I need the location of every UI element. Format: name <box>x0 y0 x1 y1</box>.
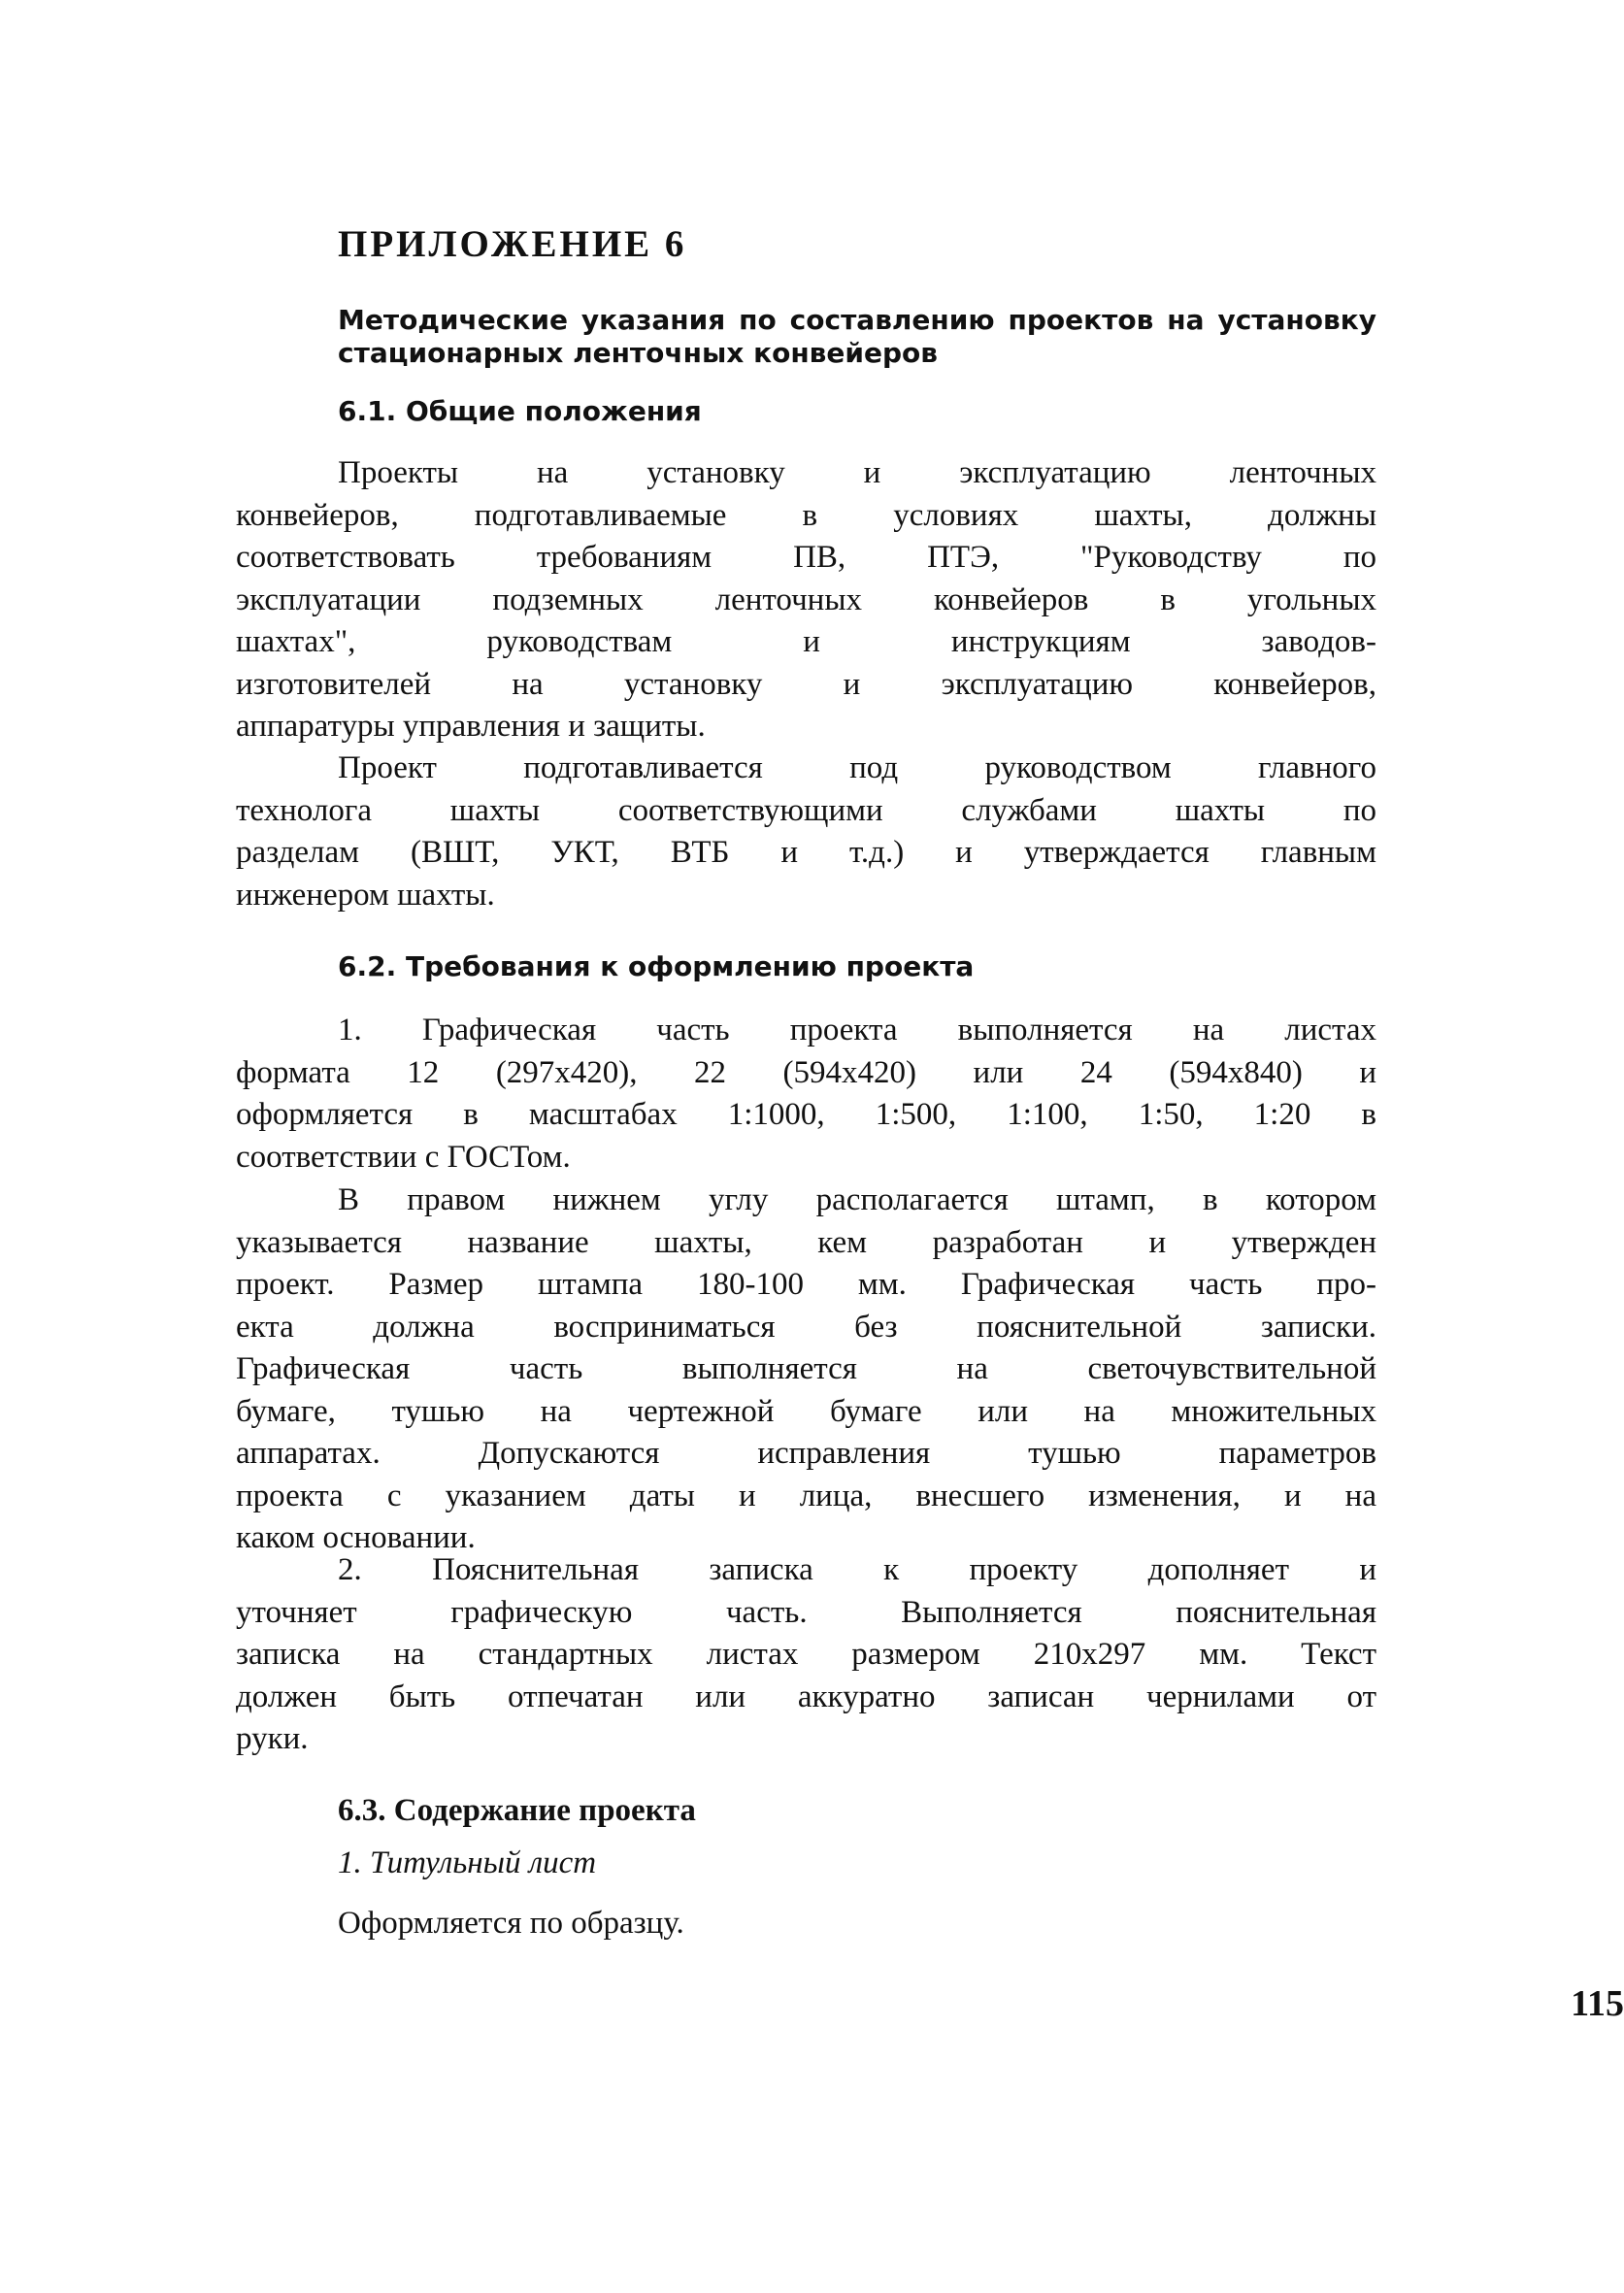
text-line: оформляется в масштабах 1:1000, 1:500, 1:100, 1:50, 1:20 в <box>236 1097 1376 1132</box>
text-line: каком основании. <box>236 1520 476 1555</box>
document-subtitle: Методические указания по составлению проектов на установку стационарных ленточных конвейеров <box>338 304 1376 369</box>
text-line: уточняет графическую часть. Выполняется пояснительная <box>236 1594 1376 1630</box>
section-2-title: 6.2. Требования к оформлению проекта <box>338 950 975 982</box>
text-line: шахтах", руководствам и инструкциям заводов- <box>236 624 1376 659</box>
text-line: бумаге, тушью на чертежной бумаге или на множительных <box>236 1393 1376 1429</box>
text-line: екта должна восприниматься без пояснительной записки. <box>236 1309 1376 1345</box>
text-line: соответствии с ГОСТом. <box>236 1139 571 1175</box>
text-line: разделам (ВШТ, УКТ, ВТБ и т.д.) и утверждается главным <box>236 835 1376 870</box>
text-line: аппаратуры управления и защиты. <box>236 709 706 744</box>
text-line: эксплуатации подземных ленточных конвейеров в угольных <box>236 582 1376 617</box>
section-2-paragraph-3 <box>236 1549 1376 1761</box>
text-line: соответствовать требованиям ПВ, ПТЭ, "Руководству по <box>236 540 1376 575</box>
section-1-paragraph-1 <box>236 452 1376 748</box>
section-1-paragraph-2 <box>236 748 1376 916</box>
text-line: конвейеров, подготавливаемые в условиях шахты, должны <box>236 497 1376 533</box>
section-1-title: 6.1. Общие положения <box>338 395 702 427</box>
text-line: указывается название шахты, кем разработан и утвержден <box>236 1224 1376 1260</box>
text-line: руки. <box>236 1721 309 1756</box>
page-number: 115 <box>1571 1983 1624 2024</box>
text-line: формата 12 (297х420), 22 (594х420) или 24 (594х840) и <box>236 1054 1376 1090</box>
section-2-paragraph-2 <box>236 1180 1376 1560</box>
title-sheet-text: Оформляется по образцу. <box>338 1906 684 1941</box>
text-line: должен быть отпечатан или аккуратно записан чернилами от <box>236 1678 1376 1714</box>
title-sheet-heading: 1. Титульный лист <box>338 1845 597 1880</box>
section-3-title: 6.3. Содержание проекта <box>338 1793 696 1828</box>
text-line: Графическая часть выполняется на светочувствительной <box>236 1351 1376 1386</box>
text-line: Проект подготавливается под руководством главного <box>338 750 1376 785</box>
text-line: проект. Размер штампа 180-100 мм. Графическая часть про- <box>236 1267 1376 1302</box>
text-line: 2. Пояснительная записка к проекту дополняет и <box>338 1552 1376 1587</box>
text-line: 1. Графическая часть проекта выполняется на листах <box>338 1013 1376 1047</box>
text-line: инженером шахты. <box>236 877 495 913</box>
appendix-title: ПРИЛОЖЕНИЕ 6 <box>338 223 687 265</box>
text-line: В правом нижнем углу располагается штамп, в котором <box>338 1182 1376 1217</box>
text-line: изготовителей на установку и эксплуатацию конвейеров, <box>236 666 1376 702</box>
section-2-paragraph-1 <box>236 1010 1376 1179</box>
text-line: Проекты на установку и эксплуатацию ленточных <box>338 455 1376 490</box>
text-line: записка на стандартных листах размером 210х297 мм. Текст <box>236 1637 1376 1672</box>
text-line: аппаратах. Допускаются исправления тушью параметров <box>236 1436 1376 1471</box>
text-line: технолога шахты соответствующими службами шахты по <box>236 792 1376 828</box>
text-line: проекта с указанием даты и лица, внесшего изменения, и на <box>236 1478 1376 1513</box>
